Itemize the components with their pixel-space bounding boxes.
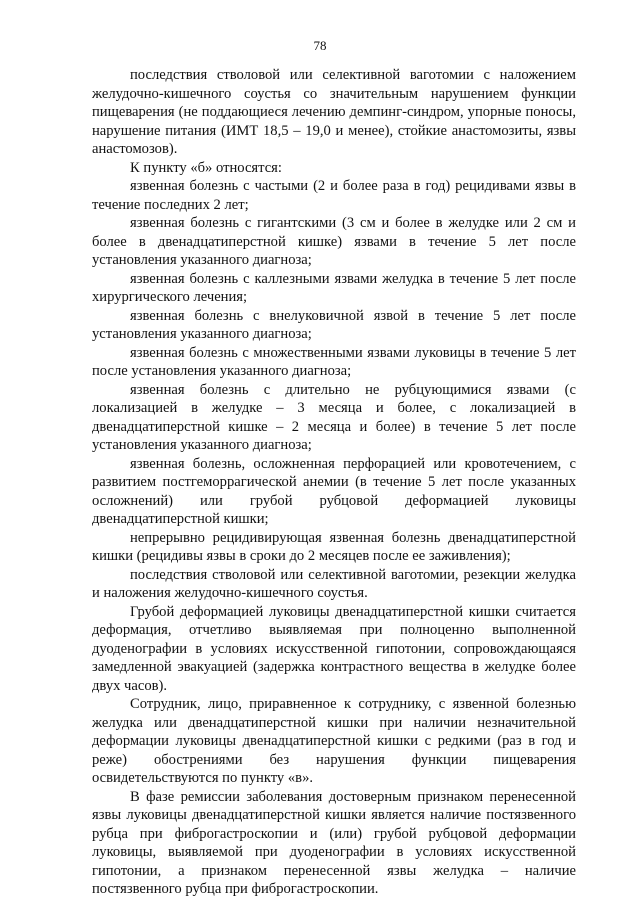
paragraph-item-b-heading: К пункту «б» относятся: [130, 159, 282, 176]
paragraph-frequent-relapses: язвенная болезнь с частыми (2 и более раза в год) рецидивами язвы в течение последних 2 лет; [92, 178, 576, 213]
paragraph-gross-deformation-definition: Грубой деформацией луковицы двенадцатиперстной кишки считается деформация, отчетливо выявляемая при полноценно выполненной дуоденографии в условиях искусственной гипотонии, сопровождающаяся замедленной эвакуацией (задержка контрастного вещества в желудке более двух часов). [92, 603, 576, 694]
document-body [92, 66, 576, 899]
paragraph-giant-ulcers: язвенная болезнь с гигантскими (3 см и более в желудке или 2 см и более в двенадцатиперстной кишке) язвами в течение 5 лет после установления указанного диагноза; [92, 215, 576, 268]
paragraph-item-v-assessment: Сотрудник, лицо, приравненное к сотруднику, с язвенной болезнью желудка или двенадцатиперстной кишки при наличии незначительной деформации луковицы двенадцатиперстной кишки с редкими (раз в год и реже) обострениями без нарушения функции пищеварения освидетельствуются по пункту «в». [92, 696, 576, 786]
paragraph-remission-criteria: В фазе ремиссии заболевания достоверным признаком перенесенной язвы луковицы двенадцатиперстной кишки является наличие постязвенного рубца при фиброгастроскопии и (или) грубой рубцовой деформации луковицы, выявляемой при дуоденографии в условиях искусственной гипотонии, а признаком перенесенной язвы желудка – наличие постязвенного рубца при фиброгастроскопии. [92, 788, 576, 897]
paragraph-complicated-ulcer: язвенная болезнь, осложненная перфорацией или кровотечением, с развитием постгеморрагической анемии (в течение 5 лет после указанных осложнений) или грубой рубцовой деформацией луковицы двенадцатиперстной кишки; [92, 455, 576, 527]
paragraph-vagotomy-consequences: последствия стволовой или селективной ваготомии, резекции желудка и наложения желудочно-кишечного соустья. [92, 566, 576, 601]
paragraph-vagotomy-consequences-severe: последствия стволовой или селективной ваготомии с наложением желудочно-кишечного соустья со значительным нарушением функции пищеварения (не поддающиеся лечению демпинг-синдром, упорные поносы, нарушение питания (ИМТ 18,5 – 19,0 и менее), стойкие анастомозиты, язвы анастомозов). [92, 67, 576, 157]
paragraph-continuous-relapse: непрерывно рецидивирующая язвенная болезнь двенадцатиперстной кишки (рецидивы язвы в сроки до 2 месяцев после ее заживления); [92, 529, 576, 564]
paragraph-non-healing-ulcers: язвенная болезнь с длительно не рубцующимися язвами (с локализацией в желудке – 3 месяца и более, с локализацией в двенадцатиперстной кишке – 2 месяца и более) в течение 5 лет после установления указанного диагноза; [92, 381, 576, 453]
paragraph-callous-ulcers: язвенная болезнь с каллезными язвами желудка в течение 5 лет после хирургического лечения; [92, 270, 576, 305]
paragraph-multiple-ulcers: язвенная болезнь с множественными язвами луковицы в течение 5 лет после установления указанного диагноза; [92, 344, 576, 379]
paragraph-postbulbar-ulcer: язвенная болезнь с внелуковичной язвой в течение 5 лет после установления указанного диагноза; [92, 307, 576, 342]
page-number: 78 [313, 38, 327, 53]
